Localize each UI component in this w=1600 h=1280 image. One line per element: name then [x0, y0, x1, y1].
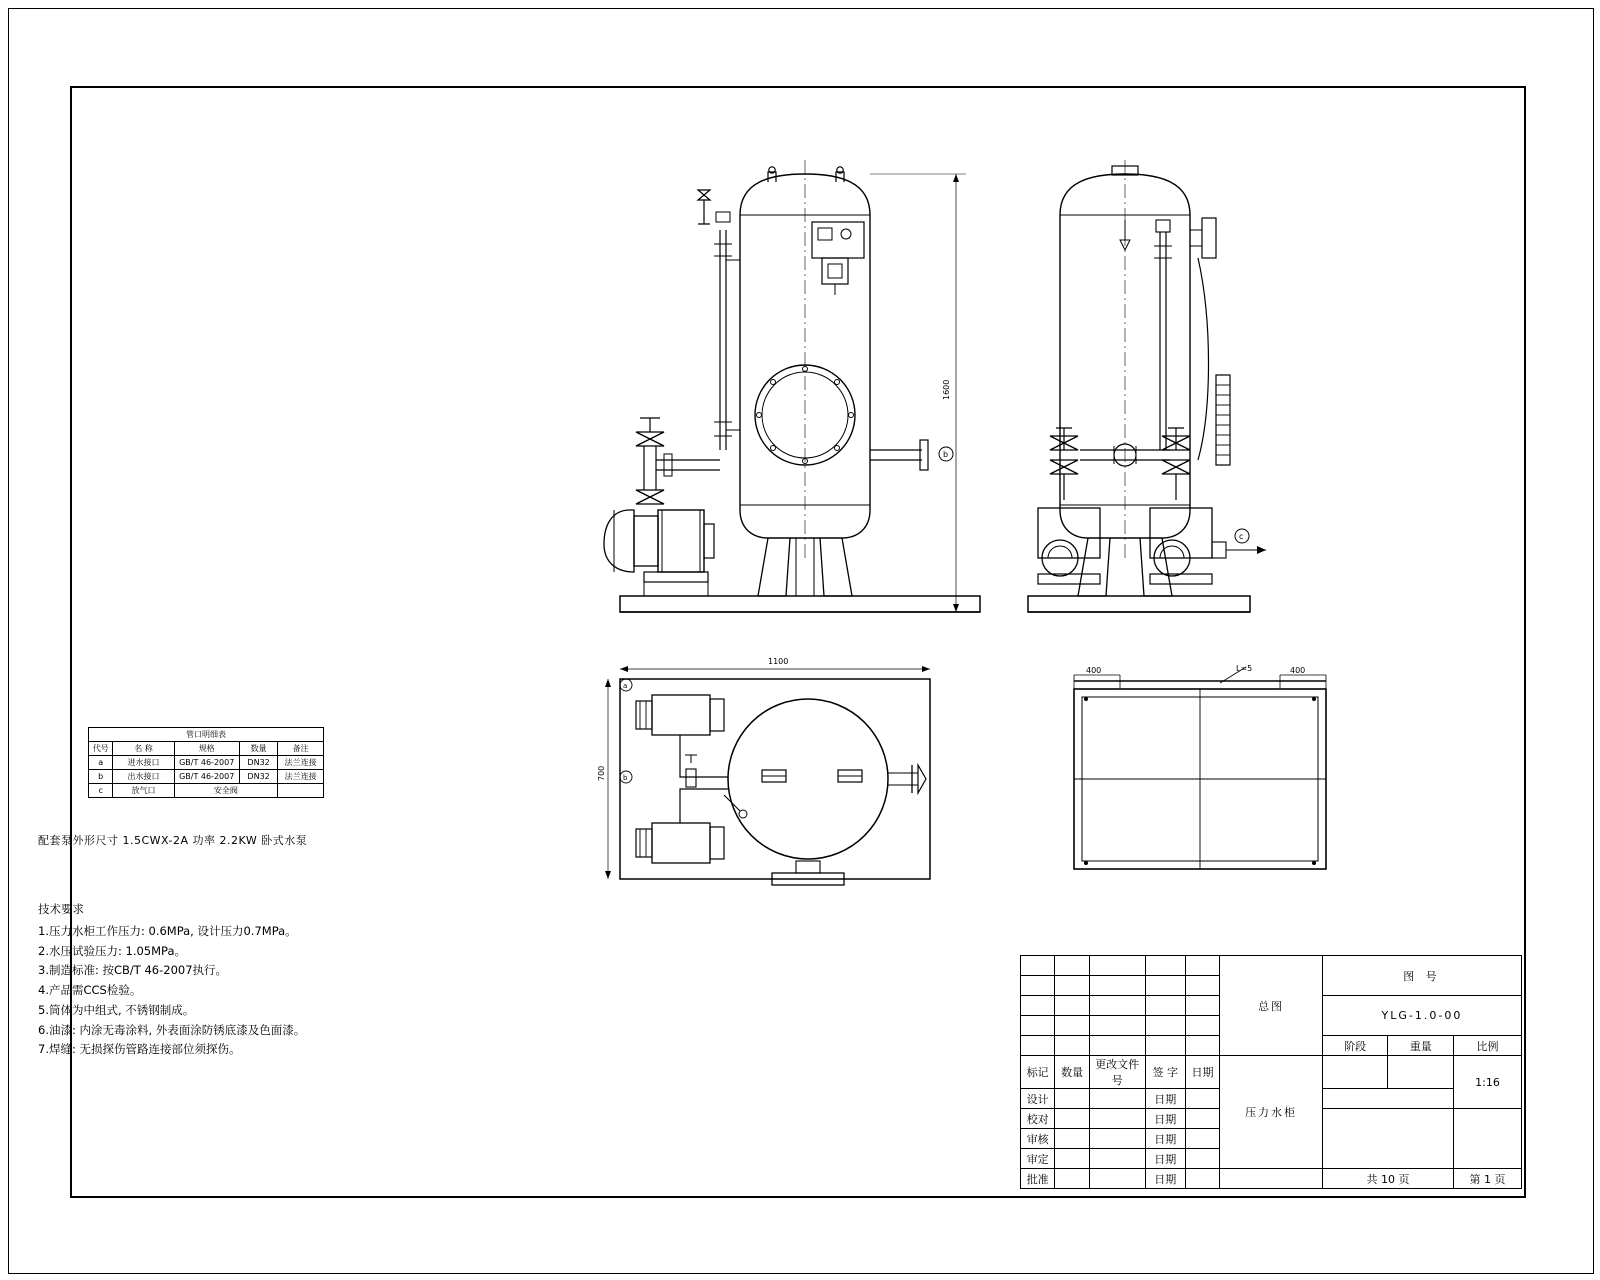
scale-col-label: 比例 — [1454, 1036, 1522, 1056]
svg-text:L=5: L=5 — [1236, 664, 1253, 673]
tech-note-item: 5.筒体为中组式, 不锈钢制成。 — [38, 1002, 195, 1017]
sheet-title: 压力水柜 — [1220, 1056, 1323, 1169]
tech-note-item: 1.压力水柜工作压力: 0.6MPa, 设计压力0.7MPa。 — [38, 923, 297, 938]
svg-text:b: b — [943, 450, 949, 459]
stage-label: 标记 — [1021, 1056, 1055, 1089]
role-approve: 审定 — [1021, 1149, 1055, 1169]
nozzle-remark: 法兰连接 — [278, 770, 324, 784]
qty-label: 数量 — [1055, 1056, 1089, 1089]
nozzle-th-qty: 数量 — [239, 742, 277, 756]
technical-requirements — [38, 900, 458, 1060]
tech-notes-heading: 技术要求 — [38, 902, 84, 916]
nozzle-th-remark: 备注 — [278, 742, 324, 756]
drawing-no-label: 图 号 — [1322, 956, 1521, 996]
sign-label: 签 字 — [1145, 1056, 1185, 1089]
nozzle-name: 放气口 — [113, 784, 174, 798]
svg-text:1600: 1600 — [942, 379, 951, 400]
svg-text:c: c — [1239, 532, 1244, 541]
role-check: 校对 — [1021, 1109, 1055, 1129]
role-design: 设计 — [1021, 1089, 1055, 1109]
svg-text:700: 700 — [597, 765, 606, 781]
change-doc-label: 更改文件号 — [1089, 1056, 1145, 1089]
date-cell: 日期 — [1145, 1109, 1185, 1129]
tech-note-item: 3.制造标准: 按CB/T 46-2007执行。 — [38, 963, 228, 978]
side-view — [1020, 160, 1300, 620]
date-label: 日期 — [1185, 1056, 1219, 1089]
scale-value: 1:16 — [1454, 1056, 1522, 1109]
nozzle-table — [88, 727, 324, 798]
weight-col-label: 重量 — [1388, 1036, 1454, 1056]
svg-text:a: a — [623, 682, 628, 690]
nozzle-qty: DN32 — [239, 756, 277, 770]
nozzle-name: 进水接口 — [113, 756, 174, 770]
svg-text:b: b — [623, 774, 628, 782]
drawing-no-value: YLG-1.0-00 — [1322, 996, 1521, 1036]
sheet-total: 共 10 页 — [1322, 1169, 1453, 1189]
nozzle-th-spec: 规格 — [174, 742, 239, 756]
date-cell: 日期 — [1145, 1149, 1185, 1169]
view-title: 总图 — [1220, 956, 1323, 1056]
pump-spec-note: 配套泵外形尺寸 1.5CWX-2A 功率 2.2KW 卧式水泵 — [38, 834, 308, 847]
role-authorize: 批准 — [1021, 1169, 1055, 1189]
nozzle-code: a — [89, 756, 113, 770]
table-row — [89, 770, 324, 784]
nozzle-code: c — [89, 784, 113, 798]
sheet-no: 第 1 页 — [1454, 1169, 1522, 1189]
front-view — [600, 160, 1020, 620]
date-cell: 日期 — [1145, 1169, 1185, 1189]
date-cell: 日期 — [1145, 1089, 1185, 1109]
date-cell: 日期 — [1145, 1129, 1185, 1149]
tech-note-item: 2.水压试验压力: 1.05MPa。 — [38, 943, 186, 958]
svg-text:1100: 1100 — [768, 657, 789, 666]
svg-text:400: 400 — [1290, 666, 1306, 675]
tech-note-item: 7.焊缝: 无损探伤管路连接部位须探伤。 — [38, 1042, 241, 1057]
nozzle-th-code: 代号 — [89, 742, 113, 756]
nozzle-name: 出水接口 — [113, 770, 174, 784]
nozzle-spec: GB/T 46-2007 — [174, 756, 239, 770]
stage-col-label: 阶段 — [1322, 1036, 1388, 1056]
nozzle-code: b — [89, 770, 113, 784]
nozzle-spec: GB/T 46-2007 — [174, 770, 239, 784]
role-review: 审核 — [1021, 1129, 1055, 1149]
plan-view — [597, 657, 960, 915]
table-row — [89, 784, 324, 798]
nozzle-spec: 安全阀 — [174, 784, 278, 798]
nozzle-remark — [278, 784, 324, 798]
title-block — [1020, 955, 1522, 1186]
svg-text:400: 400 — [1086, 666, 1102, 675]
tech-note-item: 6.油漆: 内涂无毒涂料, 外表面涂防锈底漆及色面漆。 — [38, 1022, 306, 1037]
nozzle-table-title: 管口明细表 — [89, 728, 324, 742]
nozzle-th-name: 名 称 — [113, 742, 174, 756]
base-frame-view — [1060, 665, 1350, 905]
nozzle-remark: 法兰连接 — [278, 756, 324, 770]
table-row — [89, 756, 324, 770]
nozzle-qty: DN32 — [239, 770, 277, 784]
tech-note-item: 4.产品需CCS检验。 — [38, 983, 142, 998]
